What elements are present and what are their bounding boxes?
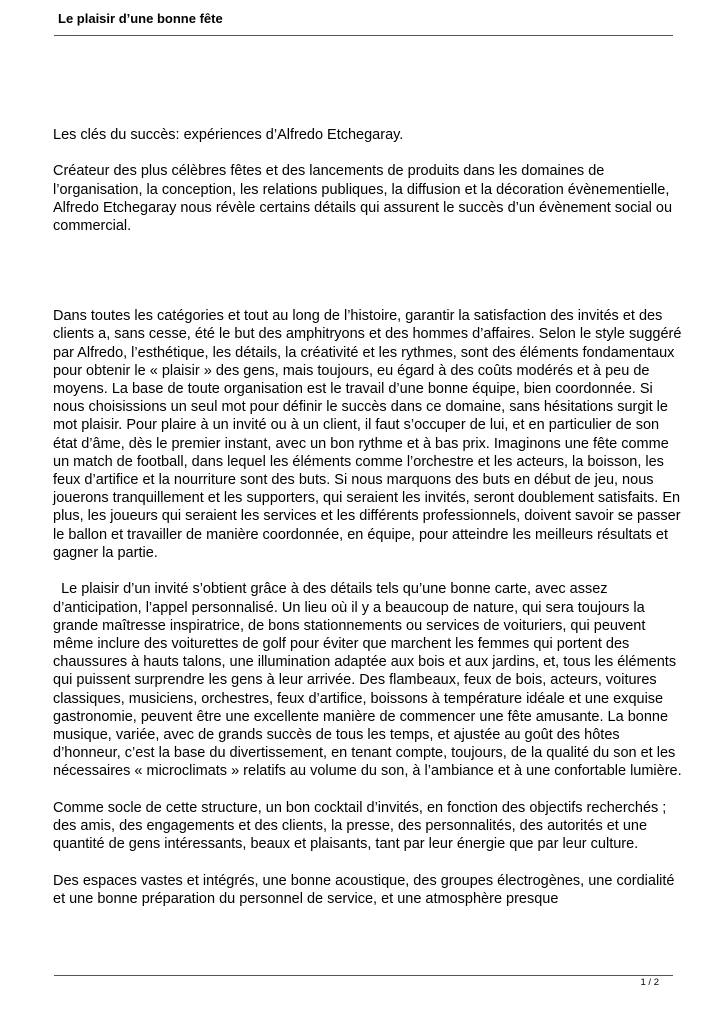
article-paragraph-1: Dans toutes les catégories et tout au long de l’histoire, garantir la satisfaction des invités et des clients a, sans cesse, été le but des amphitryons et des hommes d’affaires. Selon le style suggéré par Alfredo, l’esthétique, les détails, la créativité et les rythmes, sont des éléments fondamentaux pour obtenir le « plaisir » des gens, mais toujours, eu égard à des coûts modérés et à peu de moyens. La base de toute organisation est le travail d’une bonne équipe, bien coordonnée. Si nous choisissions un seul mot pour définir le succès dans ce domaine, sans hésitations surgit le mot plaisir. Pour plaire à un invité ou à un client, il faut s’occuper de lui, et en particulier de son état d’âme, dès le premier instant, avec un bon rythme et à bas prix. Imaginons une fête comme un match de football, dans lequel les éléments comme l’orchestre et les acteurs, la boisson, les feux d’artifice et la nourriture sont des buts. Si nous marquons des buts en début de jeu, nous jouerons tranquillement et les supporters, qui seraient les invités, seront doublement satisfaits. En plus, les joueurs qui seraient les services et les différents professionnels, doivent savoir se passer le ballon et travailler de manière coordonnée, en équipe, pour atteindre les meilleurs résultats et gagner la partie. (53, 308, 682, 561)
article-subtitle: Les clés du succès: expériences d’Alfredo Etchegaray. (53, 127, 404, 143)
article-paragraph-4: Des espaces vastes et intégrés, une bonne acoustique, des groupes électrogènes, une cordialité et une bonne préparation du personnel de service, et une atmosphère presque (53, 873, 675, 908)
header-divider (54, 35, 673, 36)
spacer (53, 144, 683, 162)
article-body (53, 126, 683, 908)
footer-divider (54, 975, 673, 976)
page-number: 1 / 2 (640, 977, 659, 988)
spacer (53, 854, 683, 872)
article-paragraph-2: Le plaisir d’un invité s’obtient grâce à des détails tels qu’une bonne carte, avec assez d’anticipation, l’appel personnalisé. Un lieu où il y a beaucoup de nature, qui sera toujours la grande maîtresse inspiratrice, de bons stationnements ou services de voituriers, qui peuvent même inclure des voiturettes de golf pour éviter que marchent les femmes qui portent des chaussures à hauts talons, une illumination adaptée aux bois et aux jardins, et, tous les éléments qui puissent surprendre les gens à leur arrivée. Des flambeaux, feux de bois, acteurs, voitures classiques, musiciens, orchestres, feux d’artifice, boissons à température idéale et une exquise gastronomie, peuvent être une excellente manière de commencer une fête amusante. La bonne musique, variée, avec de grands succès de tous les temps, et ajustée au goût des hôtes d’honneur, c’est la base du divertissement, en tenant compte, toujours, de la qualité du son et les nécessaires « microclimats » relatifs au volume du son, à l’ambiance et à une confortable lumière. (53, 581, 682, 780)
spacer (53, 562, 683, 580)
article-paragraph-3: Comme socle de cette structure, un bon cocktail d’invités, en fonction des objectifs recherchés ; des amis, des engagements et des clients, la presse, des personnalités, des autorités et une quantité de gens intéressants, beaux et plaisants, tant par leur énergie que par leur culture. (53, 800, 667, 853)
spacer (53, 235, 683, 307)
page-header-title: Le plaisir d’une bonne fête (58, 11, 223, 26)
spacer (53, 781, 683, 799)
article-intro: Créateur des plus célèbres fêtes et des lancements de produits dans les domaines de l’organisation, la conception, les relations publiques, la diffusion et la décoration évènementielle, Alfredo Etchegaray nous révèle certains détails qui assurent le succès d’un évènement social ou commercial. (53, 163, 673, 234)
